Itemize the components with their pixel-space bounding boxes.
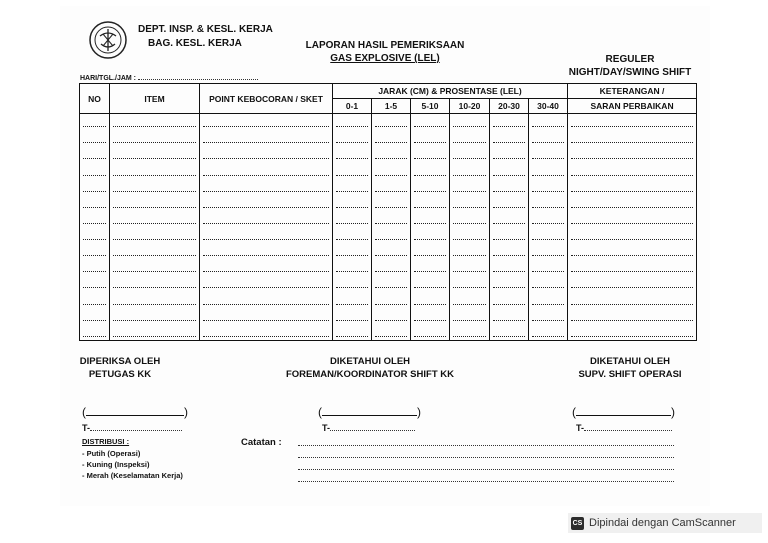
table-cell[interactable] [411, 243, 450, 259]
table-cell[interactable] [110, 130, 200, 146]
table-cell[interactable] [333, 146, 372, 162]
table-cell[interactable] [529, 179, 568, 195]
signature-field-right[interactable]: ( ) [572, 405, 675, 419]
table-cell[interactable] [568, 308, 697, 324]
date-label: HARI/TGL./JAM : [80, 75, 136, 82]
table-cell[interactable] [80, 211, 110, 227]
table-cell[interactable] [568, 259, 697, 275]
dept-name: DEPT. INSP. & KESL. KERJA [138, 24, 273, 35]
table-cell[interactable] [411, 162, 450, 178]
t-number-left[interactable]: T- [82, 423, 182, 433]
table-cell[interactable] [450, 211, 490, 227]
table-cell[interactable] [490, 114, 529, 131]
table-cell[interactable] [80, 227, 110, 243]
table-cell[interactable] [490, 195, 529, 211]
table-cell[interactable] [200, 114, 333, 131]
col-header-no: NO [80, 84, 110, 114]
table-cell[interactable] [529, 162, 568, 178]
col-header-range: 30-40 [529, 99, 568, 114]
table-cell[interactable] [333, 243, 372, 259]
t-number-right[interactable]: T- [576, 423, 672, 433]
table-cell[interactable] [568, 324, 697, 341]
table-cell[interactable] [411, 211, 450, 227]
table-cell[interactable] [333, 195, 372, 211]
table-cell[interactable] [80, 162, 110, 178]
acknowledged-supv-role: SUPV. SHIFT OPERASI [578, 369, 682, 380]
table-cell[interactable] [200, 324, 333, 341]
table-cell[interactable] [529, 130, 568, 146]
camscanner-icon: CS [571, 517, 584, 530]
table-cell[interactable] [80, 275, 110, 291]
table-cell[interactable] [80, 324, 110, 341]
table-cell[interactable] [110, 243, 200, 259]
table-cell[interactable] [372, 211, 411, 227]
table-cell[interactable] [450, 195, 490, 211]
table-cell[interactable] [200, 195, 333, 211]
col-header-jarak: JARAK (CM) & PROSENTASE (LEL) [333, 84, 568, 99]
table-cell[interactable] [80, 308, 110, 324]
table-cell[interactable] [450, 114, 490, 131]
date-field[interactable] [80, 73, 258, 82]
table-cell[interactable] [529, 275, 568, 291]
checked-by-role: PETUGAS KK [88, 369, 152, 380]
table-cell[interactable] [110, 179, 200, 195]
table-cell[interactable] [411, 179, 450, 195]
table-cell[interactable] [200, 146, 333, 162]
table-cell[interactable] [450, 259, 490, 275]
notes-label: Catatan : [241, 437, 282, 448]
signature-field-left[interactable]: ( ) [82, 405, 188, 419]
table-cell[interactable] [490, 130, 529, 146]
table-cell[interactable] [529, 243, 568, 259]
table-cell[interactable] [372, 291, 411, 307]
col-header-point: POINT KEBOCORAN / SKET [200, 84, 333, 114]
dept-section: BAG. KESL. KERJA [148, 38, 242, 49]
date-input-line[interactable] [138, 73, 258, 80]
t-number-mid[interactable]: T- [322, 423, 415, 433]
table-cell[interactable] [568, 195, 697, 211]
table-cell[interactable] [529, 195, 568, 211]
notes-line[interactable] [298, 469, 674, 470]
inspection-table [79, 83, 697, 341]
table-cell[interactable] [333, 259, 372, 275]
col-header-range: 0-1 [333, 99, 372, 114]
table-cell[interactable] [110, 259, 200, 275]
table-cell[interactable] [490, 146, 529, 162]
distribution-item: - Putih (Operasi) [82, 449, 141, 458]
table-cell[interactable] [568, 227, 697, 243]
table-cell[interactable] [372, 179, 411, 195]
camscanner-badge [568, 513, 762, 533]
table-cell[interactable] [450, 130, 490, 146]
table-cell[interactable] [333, 227, 372, 243]
distribution-item: - Merah (Keselamatan Kerja) [82, 471, 183, 480]
table-cell[interactable] [372, 243, 411, 259]
table-cell[interactable] [411, 275, 450, 291]
table-cell[interactable] [411, 308, 450, 324]
notes-line[interactable] [298, 445, 674, 446]
table-row [80, 114, 697, 131]
shift-options: NIGHT/DAY/SWING SHIFT [568, 67, 692, 78]
table-cell[interactable] [568, 146, 697, 162]
table-cell[interactable] [110, 114, 200, 131]
table-row [80, 308, 697, 324]
table-cell[interactable] [80, 195, 110, 211]
table-cell[interactable] [568, 179, 697, 195]
table-cell[interactable] [411, 130, 450, 146]
table-cell[interactable] [110, 211, 200, 227]
table-row [80, 291, 697, 307]
table-row [80, 130, 697, 146]
table-cell[interactable] [490, 162, 529, 178]
table-cell[interactable] [411, 324, 450, 341]
table-cell[interactable] [529, 114, 568, 131]
table-cell[interactable] [529, 308, 568, 324]
col-header-range: 5-10 [411, 99, 450, 114]
table-cell[interactable] [411, 114, 450, 131]
table-cell[interactable] [333, 114, 372, 131]
table-cell[interactable] [110, 324, 200, 341]
table-cell[interactable] [80, 259, 110, 275]
table-cell[interactable] [372, 162, 411, 178]
table-row [80, 259, 697, 275]
table-cell[interactable] [568, 291, 697, 307]
table-cell[interactable] [490, 324, 529, 341]
table-cell[interactable] [333, 179, 372, 195]
table-cell[interactable] [568, 162, 697, 178]
table-cell[interactable] [568, 243, 697, 259]
table-cell[interactable] [110, 291, 200, 307]
table-cell[interactable] [200, 308, 333, 324]
col-header-range: 1-5 [372, 99, 411, 114]
table-cell[interactable] [372, 259, 411, 275]
table-cell[interactable] [80, 130, 110, 146]
table-cell[interactable] [490, 291, 529, 307]
table-cell[interactable] [568, 114, 697, 131]
signature-field-mid[interactable]: ( ) [318, 405, 421, 419]
table-cell[interactable] [490, 227, 529, 243]
table-cell[interactable] [529, 259, 568, 275]
table-row [80, 243, 697, 259]
shift-regular: REGULER [605, 54, 655, 65]
table-cell[interactable] [333, 308, 372, 324]
table-cell[interactable] [529, 227, 568, 243]
table-cell[interactable] [200, 259, 333, 275]
distribution-title: DISTRIBUSI : [82, 437, 130, 446]
report-subtitle: GAS EXPLOSIVE (LEL) [330, 53, 440, 64]
table-cell[interactable] [450, 324, 490, 341]
company-logo-icon [88, 20, 128, 60]
table-row [80, 324, 697, 341]
table-cell[interactable] [490, 308, 529, 324]
table-cell[interactable] [80, 179, 110, 195]
table-row [80, 227, 697, 243]
table-cell[interactable] [450, 227, 490, 243]
col-header-item: ITEM [110, 84, 200, 114]
table-cell[interactable] [411, 291, 450, 307]
checked-by-label: DIPERIKSA OLEH [79, 356, 161, 367]
table-cell[interactable] [200, 291, 333, 307]
table-cell[interactable] [411, 227, 450, 243]
table-cell[interactable] [450, 308, 490, 324]
table-cell[interactable] [333, 324, 372, 341]
table-cell[interactable] [110, 195, 200, 211]
table-row [80, 195, 697, 211]
table-cell[interactable] [568, 211, 697, 227]
table-cell[interactable] [333, 211, 372, 227]
table-cell[interactable] [110, 146, 200, 162]
table-cell[interactable] [372, 324, 411, 341]
table-cell[interactable] [450, 275, 490, 291]
col-header-range: 20-30 [490, 99, 529, 114]
table-cell[interactable] [490, 179, 529, 195]
table-cell[interactable] [200, 211, 333, 227]
table-cell[interactable] [200, 275, 333, 291]
table-cell[interactable] [333, 130, 372, 146]
table-cell[interactable] [80, 243, 110, 259]
table-cell[interactable] [372, 227, 411, 243]
col-header-range: 10-20 [450, 99, 490, 114]
table-cell[interactable] [333, 275, 372, 291]
table-cell[interactable] [450, 179, 490, 195]
col-header-keterangan: KETERANGAN / [568, 84, 697, 99]
table-cell[interactable] [529, 211, 568, 227]
table-row [80, 162, 697, 178]
table-cell[interactable] [200, 227, 333, 243]
table-cell[interactable] [568, 275, 697, 291]
table-cell[interactable] [529, 324, 568, 341]
table-cell[interactable] [372, 130, 411, 146]
table-cell[interactable] [200, 243, 333, 259]
table-cell[interactable] [80, 291, 110, 307]
table-cell[interactable] [450, 162, 490, 178]
table-cell[interactable] [372, 114, 411, 131]
table-cell[interactable] [411, 195, 450, 211]
table-cell[interactable] [333, 291, 372, 307]
acknowledged-supv-label: DIKETAHUI OLEH [589, 356, 671, 367]
col-header-saran: SARAN PERBAIKAN [568, 99, 697, 114]
table-cell[interactable] [200, 179, 333, 195]
table-cell[interactable] [411, 259, 450, 275]
camscanner-text: Dipindai dengan CamScanner [589, 517, 736, 529]
table-cell[interactable] [372, 275, 411, 291]
table-cell[interactable] [200, 162, 333, 178]
table-cell[interactable] [372, 195, 411, 211]
table-cell[interactable] [450, 146, 490, 162]
notes-line[interactable] [298, 457, 674, 458]
table-cell[interactable] [80, 114, 110, 131]
table-body [80, 114, 697, 341]
table-cell[interactable] [490, 259, 529, 275]
table-row [80, 146, 697, 162]
distribution-list [82, 437, 183, 482]
table-cell[interactable] [490, 275, 529, 291]
table-cell[interactable] [411, 146, 450, 162]
table-cell[interactable] [110, 308, 200, 324]
distribution-item: - Kuning (Inspeksi) [82, 460, 150, 469]
table-row [80, 275, 697, 291]
table-row [80, 211, 697, 227]
report-title: LAPORAN HASIL PEMERIKSAAN [305, 40, 465, 51]
table-cell[interactable] [529, 146, 568, 162]
table-cell[interactable] [490, 211, 529, 227]
table-cell[interactable] [110, 275, 200, 291]
table-cell[interactable] [450, 243, 490, 259]
table-row [80, 179, 697, 195]
acknowledged-foreman-role: FOREMAN/KOORDINATOR SHIFT KK [285, 369, 454, 380]
table-cell[interactable] [490, 243, 529, 259]
table-cell[interactable] [200, 130, 333, 146]
table-cell[interactable] [333, 162, 372, 178]
acknowledged-foreman-label: DIKETAHUI OLEH [329, 356, 411, 367]
table-cell[interactable] [372, 146, 411, 162]
table-cell[interactable] [568, 130, 697, 146]
table-cell[interactable] [80, 146, 110, 162]
notes-line[interactable] [298, 481, 674, 482]
table-cell[interactable] [450, 291, 490, 307]
table-cell[interactable] [110, 227, 200, 243]
table-cell[interactable] [372, 308, 411, 324]
table-cell[interactable] [529, 291, 568, 307]
table-cell[interactable] [110, 162, 200, 178]
